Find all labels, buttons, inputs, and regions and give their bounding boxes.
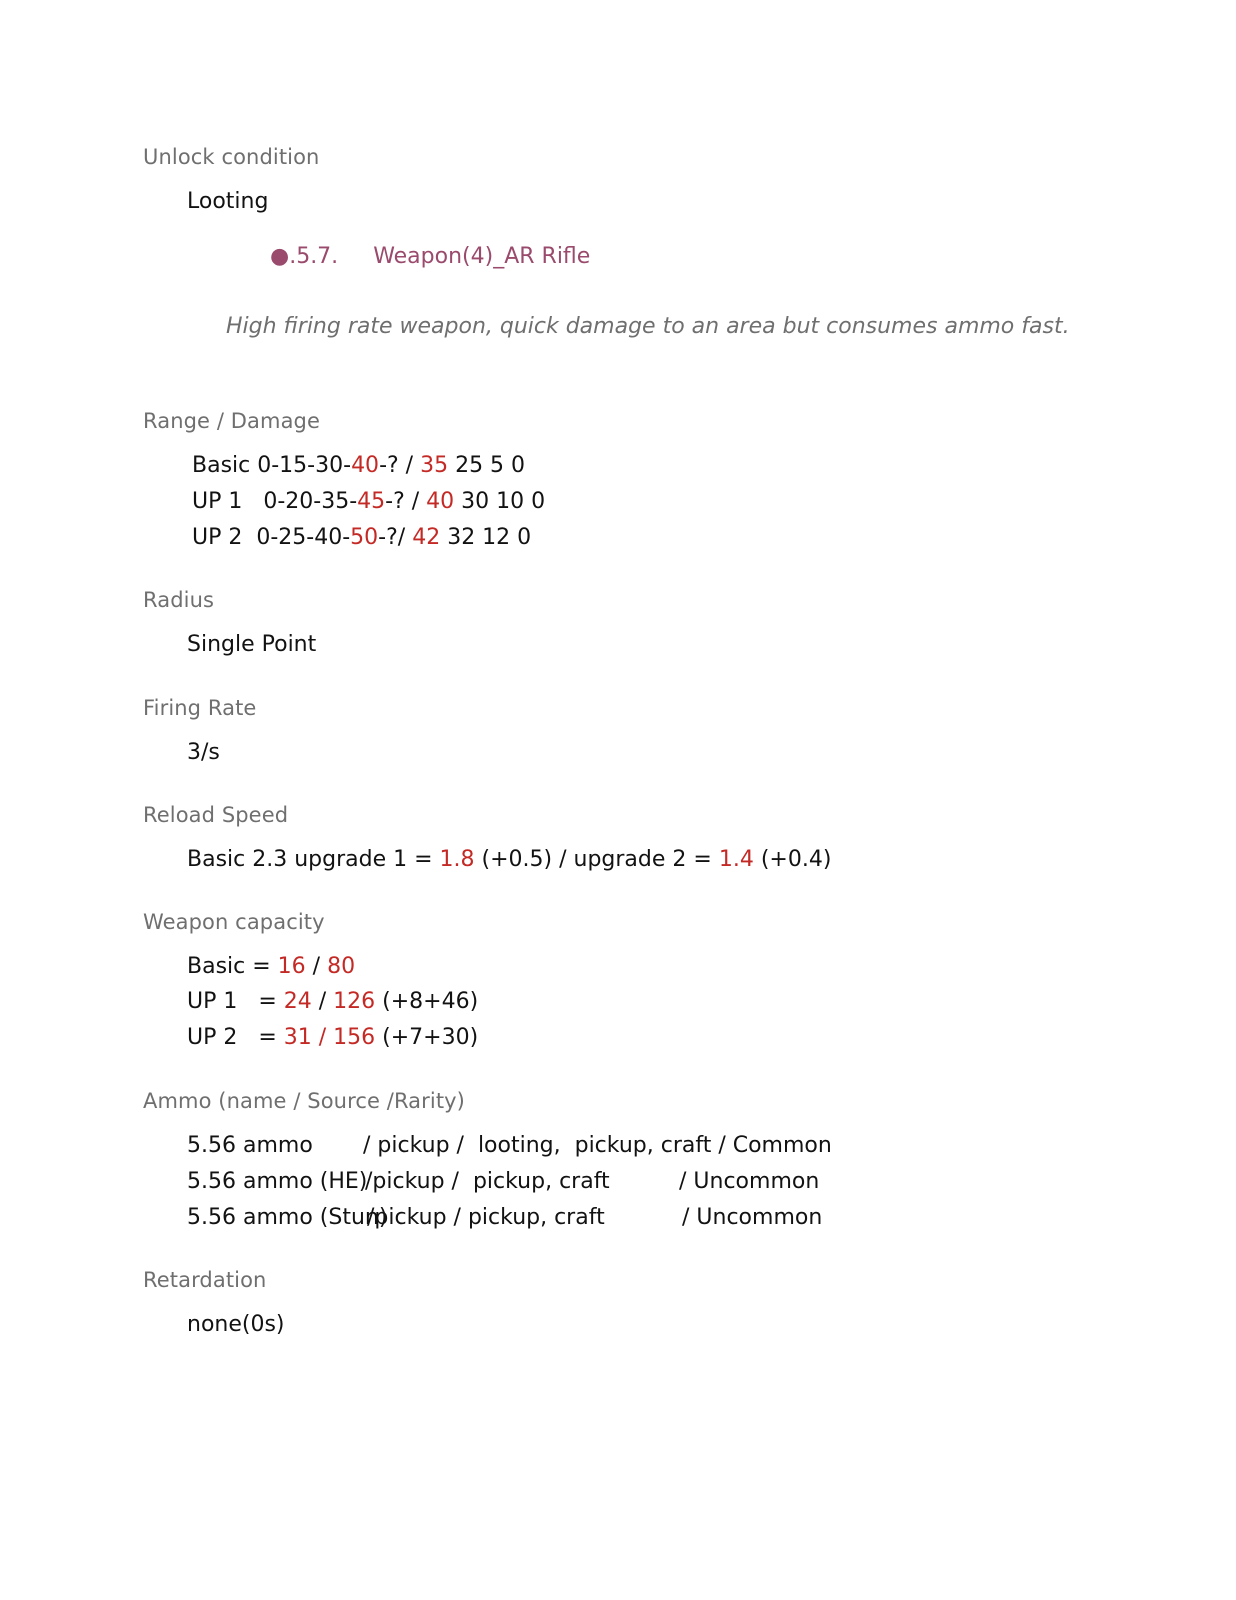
capacity-mag: 24 [283, 989, 312, 1014]
range-max-value: 40 [351, 453, 380, 478]
firing-rate-heading: Firing Rate [143, 696, 257, 720]
damage-max-value: 42 [412, 525, 441, 550]
unlock-condition-heading: Unlock condition [143, 145, 320, 169]
ammo-name: 5.56 ammo (Stun) [187, 1205, 388, 1230]
range-damage-row-up2 [192, 525, 531, 550]
section-title [270, 244, 590, 269]
reload-speed-value [187, 847, 831, 872]
ammo-heading: Ammo (name / Source /Rarity) [143, 1089, 465, 1113]
capacity-mag: 16 [277, 954, 306, 979]
firing-rate-value: 3/s [187, 740, 220, 765]
ammo-source: / pickup / looting, pickup, craft / Common [363, 1133, 832, 1158]
ammo-name: 5.56 ammo [187, 1133, 313, 1158]
capacity-separator: / [311, 1025, 334, 1050]
reload-text: (+0.5) / upgrade 2 = [474, 847, 719, 872]
range-damage-row-up1 [192, 489, 545, 514]
capacity-row-up2 [187, 1025, 478, 1050]
reload-speed-heading: Reload Speed [143, 803, 289, 827]
range-max-value: 45 [357, 489, 386, 514]
capacity-total: 126 [333, 989, 376, 1014]
radius-heading: Radius [143, 588, 215, 612]
weapon-capacity-heading: Weapon capacity [143, 910, 325, 934]
range-separator: -?/ [378, 525, 413, 550]
capacity-extra: (+8+46) [375, 989, 479, 1014]
capacity-mag: 31 [283, 1025, 312, 1050]
range-separator: -? / [385, 489, 427, 514]
capacity-total: 156 [333, 1025, 376, 1050]
reload-text: (+0.4) [753, 847, 832, 872]
ammo-name: 5.56 ammo (HE) [187, 1169, 368, 1194]
range-values: 0-25-40- [256, 525, 351, 550]
ammo-source: /pickup / pickup, craft [365, 1169, 610, 1194]
capacity-row-up1 [187, 989, 478, 1014]
row-label: Basic [192, 453, 251, 478]
section-number: .5.7. [289, 244, 339, 269]
weapon-description: High firing rate weapon, quick damage to an area but consumes ammo fast. [226, 314, 1070, 339]
range-separator: -? / [379, 453, 421, 478]
range-values: 0-20-35- [263, 489, 358, 514]
capacity-separator: / [305, 954, 328, 979]
damage-max-value: 40 [426, 489, 455, 514]
bullet-icon: ● [270, 244, 290, 269]
capacity-label: UP 1 = [187, 989, 284, 1014]
ammo-rarity: / Uncommon [679, 1169, 820, 1194]
section-name: Weapon(4)_AR Rifle [373, 244, 591, 269]
retardation-heading: Retardation [143, 1268, 267, 1292]
row-label: UP 1 [192, 489, 243, 514]
radius-value: Single Point [187, 632, 317, 657]
capacity-label: UP 2 = [187, 1025, 284, 1050]
retardation-value: none(0s) [187, 1312, 285, 1337]
range-values: 0-15-30- [257, 453, 352, 478]
capacity-separator: / [311, 989, 334, 1014]
range-damage-heading: Range / Damage [143, 409, 320, 433]
ammo-rarity: / Uncommon [682, 1205, 823, 1230]
damage-values: 25 5 0 [448, 453, 526, 478]
capacity-extra: (+7+30) [375, 1025, 479, 1050]
damage-max-value: 35 [420, 453, 449, 478]
ammo-source: /pickup / pickup, craft [367, 1205, 605, 1230]
range-max-value: 50 [350, 525, 379, 550]
capacity-row-basic [187, 954, 355, 979]
capacity-label: Basic = [187, 954, 278, 979]
range-damage-row-basic [192, 453, 525, 478]
reload-upgrade2-value: 1.4 [718, 847, 754, 872]
row-label: UP 2 [192, 525, 243, 550]
reload-upgrade1-value: 1.8 [439, 847, 475, 872]
reload-text: Basic 2.3 upgrade 1 = [187, 847, 440, 872]
damage-values: 32 12 0 [440, 525, 532, 550]
capacity-total: 80 [327, 954, 356, 979]
unlock-condition-value: Looting [187, 189, 269, 214]
damage-values: 30 10 0 [454, 489, 546, 514]
